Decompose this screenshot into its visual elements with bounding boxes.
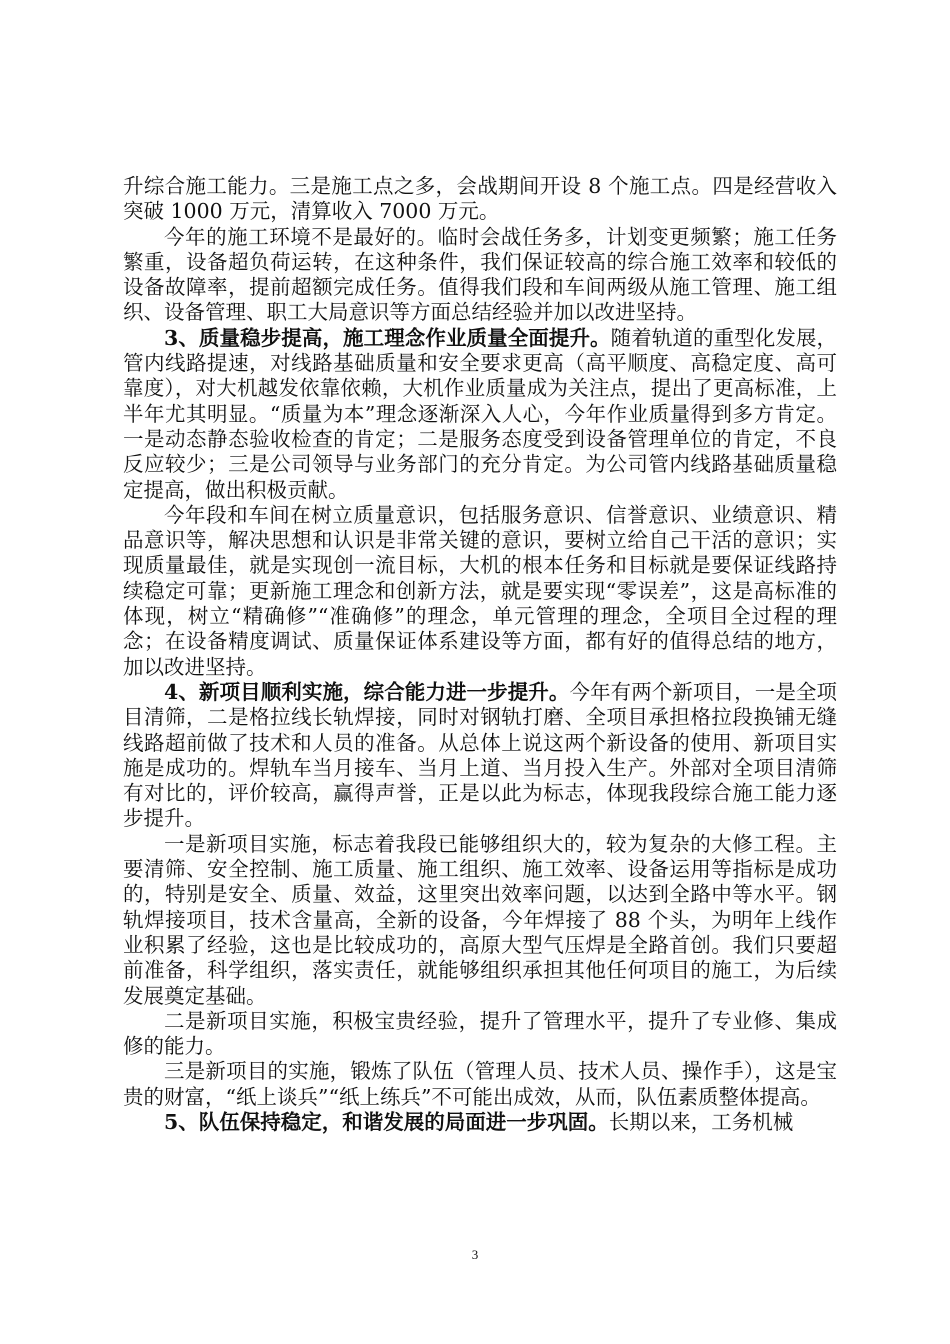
paragraph (123, 225, 837, 326)
document-body (123, 174, 837, 1135)
paragraph (123, 1110, 837, 1135)
paragraph-text: 今年段和车间在树立质量意识，包括服务意识、信誉意识、业绩意识、精品意识等，解决思想和认识是非常关键的意识，要树立给自己干活的意识；实现质量最佳，就是实现创一流目标，大机的根本任务和目标就是要保证线路持续稳定可靠；更新施工理念和创新方法，就是要实现“零误差”，这是高标准的体现，树立“精确修”“准确修”的理念，单元管理的理念，全项目全过程的理念；在设备精度调试、质量保证体系建设等方面，都有好的值得总结的地方，加以改进坚持。 (123, 502, 837, 679)
section-heading: 4、新项目顺利实施，综合能力进一步提升。 (164, 679, 570, 704)
paragraph-text: 二是新项目实施，积极宝贵经验，提升了管理水平，提升了专业修、集成修的能力。 (123, 1008, 837, 1059)
paragraph (123, 503, 837, 680)
paragraph (123, 326, 837, 503)
paragraph (123, 174, 837, 225)
paragraph-text: 长期以来，工务机械 (608, 1109, 794, 1134)
paragraph (123, 1059, 837, 1110)
paragraph (123, 1009, 837, 1060)
paragraph-text: 一是新项目实施，标志着我段已能够组织大的，较为复杂的大修工程。主要清筛、安全控制、施工质量、施工组织、施工效率、设备运用等指标是成功的，特别是安全、质量、效益，这里突出效率问题，以达到全路中等水平。钢轨焊接项目，技术含量高，全新的设备，今年焊接了 88 个头，为明年上线作业积累了经验，这也是比较成功的，高原大型气压焊是全路首创。我们只要超前准备，科学组织，落实责任，就能够组织承担其他任何项目的施工，为后续发展奠定基础。 (123, 831, 837, 1008)
paragraph-text: 随着轨道的重型化发展，管内线路提速，对线路基础质量和安全要求更高（高平顺度、高稳定度、高可靠度），对大机越发依靠依赖，大机作业质量成为关注点，提出了更高标准，上半年尤其明显。“质量为本”理念逐渐深入人心，今年作业质量得到多方肯定。一是动态静态验收检查的肯定；二是服务态度受到设备管理单位的肯定，不良反应较少；三是公司领导与业务部门的充分肯定。为公司管内线路基础质量稳定提高，做出积极贡献。 (123, 325, 838, 502)
paragraph-text: 今年的施工环境不是最好的。临时会战任务多，计划变更频繁；施工任务繁重，设备超负荷运转，在这种条件，我们保证较高的综合施工效率和较低的设备故障率，提前超额完成任务。值得我们段和车间两级从施工管理、施工组织、设备管理、职工大局意识等方面总结经验并加以改进坚持。 (123, 224, 837, 325)
section-heading: 3、质量稳步提高，施工理念作业质量全面提升。 (164, 325, 611, 350)
paragraph-text: 今年有两个新项目，一是全项目清筛，二是格拉线长轨焊接，同时对钢轨打磨、全项目承担格拉段换铺无缝线路超前做了技术和人员的准备。从总体上说这两个新设备的使用、新项目实施是成功的。焊轨车当月接车、当月上道、当月投入生产。外部对全项目清筛有对比的，评价较高，赢得声誉，正是以此为标志，体现我段综合施工能力逐步提升。 (123, 679, 838, 831)
paragraph-text: 三是新项目的实施，锻炼了队伍（管理人员、技术人员、操作手），这是宝贵的财富，“纸上谈兵”“纸上练兵”不可能出成效，从而，队伍素质整体提高。 (123, 1059, 837, 1109)
page-number: 3 (471, 1247, 479, 1262)
paragraph (123, 680, 837, 832)
paragraph (123, 832, 837, 1009)
section-heading: 5、队伍保持稳定，和谐发展的局面进一步巩固。 (164, 1109, 609, 1134)
paragraph-text: 升综合施工能力。三是施工点之多，会战期间开设 8 个施工点。四是经营收入突破 1000 万元，清算收入 7000 万元。 (123, 174, 837, 224)
